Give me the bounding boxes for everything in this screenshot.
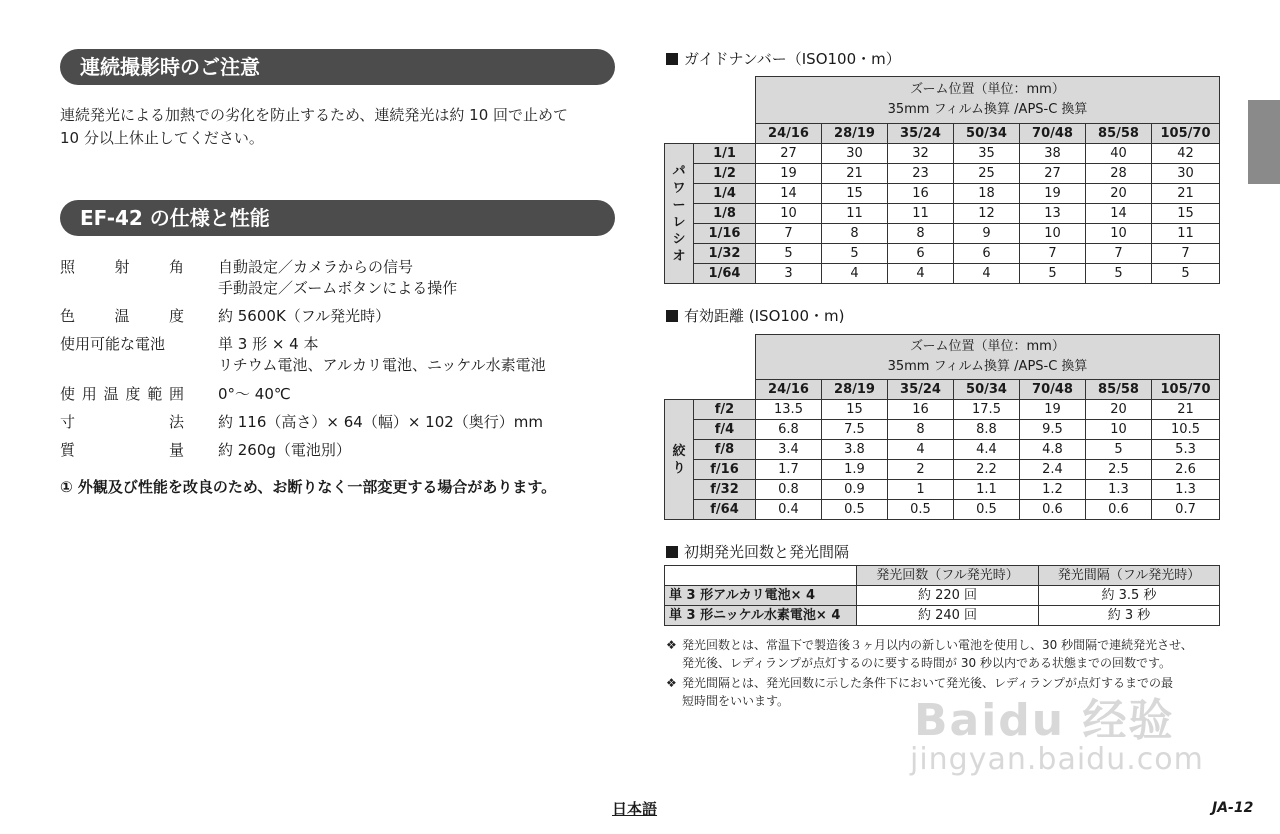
table-cell: 14	[756, 184, 822, 204]
section-heading-specs: EF-42 の仕様と性能	[60, 200, 615, 236]
row-label: 1/1	[694, 144, 756, 164]
table-cell: 5	[1086, 440, 1152, 460]
spec-value: 単 3 形 × 4 本 リチウム電池、アルカリ電池、ニッケル水素電池	[218, 335, 546, 374]
table-cell: 16	[888, 400, 954, 420]
row-label: 単 3 形アルカリ電池× 4	[665, 586, 857, 606]
zoom-header: ズーム位置（単位：mm） 35mm フィルム換算 /APS-C 換算	[756, 335, 1220, 380]
baidu-watermark: Baidu 经验 jingyan.baidu.com	[910, 695, 1204, 777]
table-cell: 7	[1086, 244, 1152, 264]
flash-count-table	[664, 565, 1220, 626]
table-cell: 9	[954, 224, 1020, 244]
spec-value: 自動設定／カメラからの信号 手動設定／ズームボタンによる操作	[218, 258, 458, 297]
table-cell: 1.2	[1020, 480, 1086, 500]
table-row	[665, 440, 1220, 460]
power-ratio-side-label: パ ワ ー レ シ オ	[665, 144, 694, 284]
table-cell: 7	[756, 224, 822, 244]
table-cell: 6	[954, 244, 1020, 264]
table-row	[665, 184, 1220, 204]
table-cell: 7	[1020, 244, 1086, 264]
row-label: f/8	[694, 440, 756, 460]
table-cell: 15	[1152, 204, 1220, 224]
table-cell: 7	[1152, 244, 1220, 264]
table-cell: 2.6	[1152, 460, 1220, 480]
spec-label: 使用可能な電池	[60, 335, 166, 353]
table-cell: 8	[822, 224, 888, 244]
spec-label: 使 用 温 度 範 囲	[60, 385, 184, 403]
table-row	[665, 586, 1220, 606]
table-cell: 27	[1020, 164, 1086, 184]
table-cell: 5.3	[1152, 440, 1220, 460]
row-label: f/32	[694, 480, 756, 500]
square-bullet-icon	[666, 53, 678, 65]
column-header: 24/16	[756, 124, 822, 144]
effective-distance-title: 有効距離 (ISO100・m)	[666, 305, 844, 326]
row-label: 1/8	[694, 204, 756, 224]
table-cell: 12	[954, 204, 1020, 224]
spec-label: 照 射 角	[60, 258, 184, 276]
table-cell: 2.4	[1020, 460, 1086, 480]
table-cell: 5	[756, 244, 822, 264]
table-cell: 8	[888, 420, 954, 440]
table-cell: 23	[888, 164, 954, 184]
table-cell: 30	[822, 144, 888, 164]
effective-distance-body	[665, 400, 1220, 520]
table-row	[665, 420, 1220, 440]
table-cell: 2	[888, 460, 954, 480]
table-cell: 0.9	[822, 480, 888, 500]
row-label: f/64	[694, 500, 756, 520]
column-header: 発光回数（フル発光時）	[857, 566, 1039, 586]
table-cell: 0.4	[756, 500, 822, 520]
table-cell: 21	[1152, 184, 1220, 204]
table-cell: 19	[1020, 400, 1086, 420]
table-cell: 6	[888, 244, 954, 264]
table-cell: 19	[756, 164, 822, 184]
language-tab-marker	[1248, 100, 1280, 184]
table-cell: 約 3.5 秒	[1039, 586, 1220, 606]
table-cell: 0.6	[1086, 500, 1152, 520]
table-cell: 2.2	[954, 460, 1020, 480]
spec-value: 0°～ 40℃	[218, 385, 291, 403]
table-cell: 3	[756, 264, 822, 284]
table-cell: 42	[1152, 144, 1220, 164]
table-cell: 5	[1020, 264, 1086, 284]
table-cell: 20	[1086, 400, 1152, 420]
row-label: 1/4	[694, 184, 756, 204]
table-cell: 4.4	[954, 440, 1020, 460]
table-cell: 0.5	[822, 500, 888, 520]
table-cell: 3.4	[756, 440, 822, 460]
table-cell: 17.5	[954, 400, 1020, 420]
table-cell: 18	[954, 184, 1020, 204]
column-header: 24/16	[756, 380, 822, 400]
table-cell: 10.5	[1152, 420, 1220, 440]
table-cell: 0.7	[1152, 500, 1220, 520]
table-cell: 1.3	[1152, 480, 1220, 500]
table-row	[665, 164, 1220, 184]
row-label: 1/32	[694, 244, 756, 264]
diamond-bullet-icon: ❖	[666, 676, 677, 690]
table-cell: 32	[888, 144, 954, 164]
table-cell: 6.8	[756, 420, 822, 440]
effective-distance-table	[664, 334, 1220, 520]
table-cell: 10	[756, 204, 822, 224]
table-cell: 5	[1152, 264, 1220, 284]
table-cell: 約 3 秒	[1039, 606, 1220, 626]
table-cell: 1.9	[822, 460, 888, 480]
table-cell: 2.5	[1086, 460, 1152, 480]
footnote-flash-interval: ❖ 発光間隔とは、発光回数に示した条件下において発光後、レディランプが点灯するまでの最 短時間をいいます。	[666, 676, 1174, 708]
column-header: 50/34	[954, 380, 1020, 400]
table-row	[665, 606, 1220, 626]
column-header: 70/48	[1020, 124, 1086, 144]
table-cell: 7.5	[822, 420, 888, 440]
table-cell: 0.5	[954, 500, 1020, 520]
row-label: f/2	[694, 400, 756, 420]
page-number: JA-12	[1212, 800, 1254, 816]
column-header: 発光間隔（フル発光時）	[1039, 566, 1220, 586]
table-cell: 0.8	[756, 480, 822, 500]
column-header: 70/48	[1020, 380, 1086, 400]
table-row	[665, 264, 1220, 284]
table-cell: 19	[1020, 184, 1086, 204]
table-row	[665, 500, 1220, 520]
diamond-bullet-icon: ❖	[666, 638, 677, 652]
table-cell: 9.5	[1020, 420, 1086, 440]
table-cell: 20	[1086, 184, 1152, 204]
table-cell: 0.6	[1020, 500, 1086, 520]
table-row	[665, 480, 1220, 500]
spec-value: 約 260g（電池別）	[218, 441, 351, 459]
table-cell: 4	[888, 440, 954, 460]
table-cell: 0.5	[888, 500, 954, 520]
table-row	[665, 144, 1220, 164]
table-cell: 4	[954, 264, 1020, 284]
footnote-flash-count: ❖ 発光回数とは、常温下で製造後３ヶ月以内の新しい電池を使用し、30 秒間隔で連続発光させ、 発光後、レディランプが点灯するのに要する時間が 30 秒以内である状態までの回数です。	[666, 638, 1193, 670]
column-header: 85/58	[1086, 124, 1152, 144]
table-cell: 10	[1086, 224, 1152, 244]
continuous-shooting-text-line2: 10 分以上休止してください。	[60, 129, 264, 147]
table-cell: 14	[1086, 204, 1152, 224]
table-cell: 8	[888, 224, 954, 244]
guide-number-table	[664, 76, 1220, 284]
table-cell: 11	[822, 204, 888, 224]
table-cell: 13	[1020, 204, 1086, 224]
spec-label: 寸 法	[60, 413, 184, 431]
table-cell: 30	[1152, 164, 1220, 184]
column-header: 35/24	[888, 380, 954, 400]
table-cell: 1.3	[1086, 480, 1152, 500]
column-header: 28/19	[822, 380, 888, 400]
table-row	[665, 224, 1220, 244]
table-row	[665, 400, 1220, 420]
table-cell: 4.8	[1020, 440, 1086, 460]
table-cell: 16	[888, 184, 954, 204]
table-cell: 11	[1152, 224, 1220, 244]
table-cell: 1.7	[756, 460, 822, 480]
row-label: f/4	[694, 420, 756, 440]
table-cell: 約 220 回	[857, 586, 1039, 606]
column-header: 105/70	[1152, 380, 1220, 400]
continuous-shooting-text-line1: 連続発光による加熱での劣化を防止するため、連続発光は約 10 回で止めて	[60, 106, 569, 124]
table-cell: 5	[1086, 264, 1152, 284]
table-cell: 1.1	[954, 480, 1020, 500]
table-cell: 15	[822, 400, 888, 420]
table-row	[665, 204, 1220, 224]
spec-label: 質 量	[60, 441, 184, 459]
table-cell: 27	[756, 144, 822, 164]
table-cell: 25	[954, 164, 1020, 184]
column-header: 28/19	[822, 124, 888, 144]
table-cell: 11	[888, 204, 954, 224]
row-label: 1/16	[694, 224, 756, 244]
table-cell: 8.8	[954, 420, 1020, 440]
column-header: 35/24	[888, 124, 954, 144]
column-header: 50/34	[954, 124, 1020, 144]
column-header: 105/70	[1152, 124, 1220, 144]
footer-language: 日本語	[612, 800, 658, 818]
table-cell: 21	[1152, 400, 1220, 420]
table-cell: 4	[822, 264, 888, 284]
spec-value: 約 5600K（フル発光時）	[218, 307, 391, 325]
square-bullet-icon	[666, 546, 678, 558]
column-header: 85/58	[1086, 380, 1152, 400]
table-cell: 3.8	[822, 440, 888, 460]
aperture-side-label: 絞 り	[665, 400, 694, 520]
zoom-header: ズーム位置（単位：mm） 35mm フィルム換算 /APS-C 換算	[756, 77, 1220, 124]
row-label: 1/64	[694, 264, 756, 284]
table-row	[665, 460, 1220, 480]
table-cell: 10	[1086, 420, 1152, 440]
table-cell: 15	[822, 184, 888, 204]
section-heading-continuous-shooting: 連続撮影時のご注意	[60, 49, 615, 85]
table-cell: 35	[954, 144, 1020, 164]
square-bullet-icon	[666, 310, 678, 322]
spec-change-note: ① 外観及び性能を改良のため、お断りなく一部変更する場合があります。	[60, 478, 557, 496]
table-cell: 38	[1020, 144, 1086, 164]
table-cell: 10	[1020, 224, 1086, 244]
table-cell: 4	[888, 264, 954, 284]
table-cell: 約 240 回	[857, 606, 1039, 626]
row-label: 1/2	[694, 164, 756, 184]
spec-label: 色 温 度	[60, 307, 184, 325]
table-cell: 5	[822, 244, 888, 264]
table-cell: 28	[1086, 164, 1152, 184]
flash-count-title: 初期発光回数と発光間隔	[666, 541, 849, 562]
table-cell: 40	[1086, 144, 1152, 164]
table-cell: 21	[822, 164, 888, 184]
table-cell: 1	[888, 480, 954, 500]
table-row	[665, 244, 1220, 264]
guide-number-body	[665, 144, 1220, 284]
spec-value: 約 116（高さ）× 64（幅）× 102（奥行）mm	[218, 413, 544, 431]
guide-number-title: ガイドナンバー（ISO100・m）	[666, 48, 901, 69]
table-cell: 13.5	[756, 400, 822, 420]
row-label: f/16	[694, 460, 756, 480]
row-label: 単 3 形ニッケル水素電池× 4	[665, 606, 857, 626]
